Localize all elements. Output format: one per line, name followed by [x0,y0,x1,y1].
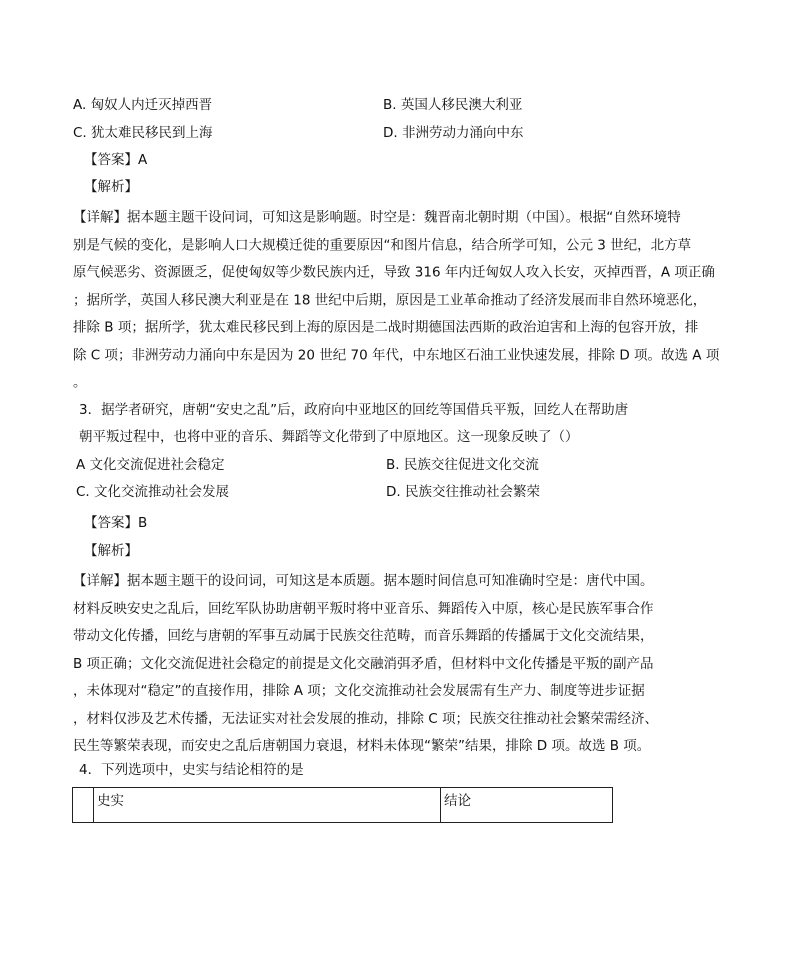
q2-detail-line: 原气候恶劣、资源匮乏，促使匈奴等少数民族内迁，导致 316 年内迁匈奴人攻入长安，灭掉西晋，A 项正确 [73,264,715,281]
q3-stem-line-2: 朝平叛过程中，也将中亚的音乐、舞蹈等文化带到了中原地区。这一现象反映了（） [79,429,579,445]
q2-option-d: D. 非洲劳动力涌向中东 [383,125,524,141]
q3-detail-line: ，材料仅涉及艺术传播，无法证实对社会发展的推动，排除 C 项；民族交往推动社会繁荣需经济、 [73,710,659,727]
q3-detail-line: 【详解】据本题主题干的设问词，可知这是本质题。据本题时间信息可知准确时空是：唐代中国。 [73,573,654,589]
q2-detail-line: 【详解】据本题主题干设问词，可知这是影响题。时空是：魏晋南北朝时期（中国）。根据“自然环境特 [73,209,681,226]
q2-detail-line: 排除 B 项；据所学，犹太难民移民到上海的原因是二战时期德国法西斯的政治迫害和上海的包容开放，排 [73,319,699,336]
table-header-cell-conclusion: 结论 [441,788,613,823]
q3-detail-line: 带动文化传播，回纥与唐朝的军事互动属于民族交往范畴，而音乐舞蹈的传播属于文化交流结果， [73,628,654,644]
q3-option-b: B. 民族交往促进文化交流 [386,457,539,473]
q3-option-a: A 文化交流促进社会稳定 [76,457,225,473]
q3-stem-line-1: 3．据学者研究，唐朝“安史之乱”后，政府向中亚地区的回纥等国借兵平叛，回纥人在帮助唐 [79,402,629,418]
q4-stem: 4．下列选项中，史实与结论相符的是 [79,762,304,778]
table-header-cell-index [73,788,94,823]
q3-analysis-label: 【解析】 [84,543,138,559]
q2-answer: 【答案】A [84,152,148,168]
q2-option-a: A. 匈奴人内迁灭掉西晋 [73,97,213,113]
q3-option-d: D. 民族交往推动社会繁荣 [386,484,540,500]
q3-detail-line: ，未体现对“稳定”的直接作用，排除 A 项；文化交流推动社会发展需有生产力、制度等进步证据 [73,683,645,699]
table-header-row [73,788,613,823]
q3-option-c: C. 文化交流推动社会发展 [76,484,230,500]
q2-detail-line: 。 [73,374,87,391]
q2-option-c: C. 犹太难民移民到上海 [73,125,213,141]
q3-detail-line: B 项正确；文化交流促进社会稳定的前提是文化交融消弭矛盾，但材料中文化传播是平叛的副产品 [73,655,654,672]
q3-answer: 【答案】B [84,515,148,531]
q2-option-b: B. 英国人移民澳大利亚 [383,97,523,113]
table-header-cell-fact: 史实 [94,788,441,823]
q2-detail-line: 别是气候的变化，是影响人口大规模迁徙的重要原因“和图片信息，结合所学可知，公元 3 世纪，北方草 [73,237,692,253]
q2-detail-line: ；据所学，英国人移民澳大利亚是在 18 世纪中后期，原因是工业革命推动了经济发展而非自然环境恶化， [73,292,707,308]
q2-detail [73,205,723,398]
q2-detail-line: 除 C 项；非洲劳动力涌向中东是因为 20 世纪 70 年代，中东地区石油工业快速发展，排除 D 项。故选 A 项 [73,347,720,363]
q4-table [72,787,613,823]
q3-detail [73,568,723,761]
q3-detail-line: 民生等繁荣表现，而安史之乱后唐朝国力衰退，材料未体现“繁荣”结果，排除 D 项。故选 B 项。 [73,738,651,754]
q3-detail-line: 材料反映安史之乱后，回纥军队协助唐朝平叛时将中亚音乐、舞蹈传入中原，核心是民族军事合作 [73,600,654,617]
q2-analysis-label: 【解析】 [84,179,138,195]
